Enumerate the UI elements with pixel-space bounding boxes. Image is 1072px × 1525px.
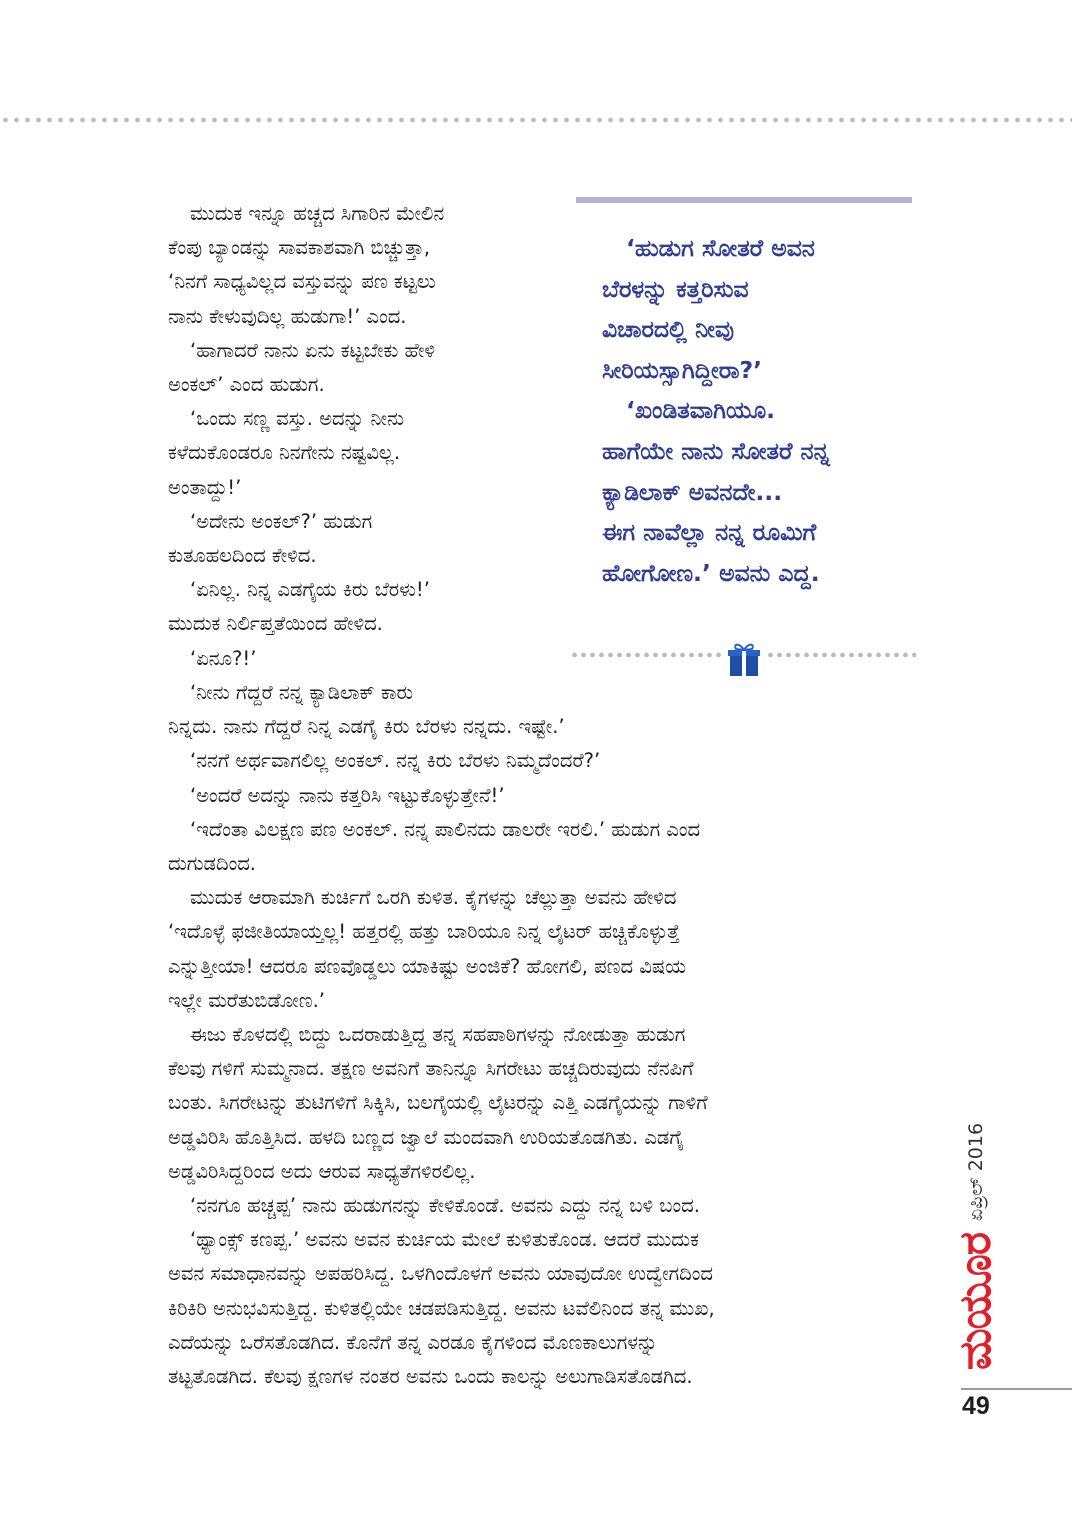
text-line: ಈಜು ಕೊಳದಲ್ಲಿ ಬಿದ್ದು ಒದರಾಡುತ್ತಿದ್ದ ತನ್ನ ಸಹಪಾಠಿಗಳನ್ನು ನೋಡುತ್ತಾ ಹುಡುಗ	[190, 1023, 686, 1047]
text-line: ಮುದುಕ ಇನ್ನೂ ಹಚ್ಚದ ಸಿಗಾರಿನ ಮೇಲಿನ	[190, 202, 445, 225]
pull-quote-line: ‘ಹುಡುಗ ಸೋತರೆ ಅವನ	[626, 234, 815, 262]
text-line: ಎನ್ನುತ್ತೀಯಾ! ಆದರೂ ಪಣವೊಡ್ಡಲು ಯಾಕಿಷ್ಟು ಅಂಜಿಕೆ? ಹೋಗಲಿ, ಪಣದ ವಿಷಯ	[168, 954, 687, 978]
text-line: ಅಡ್ಡವಿರಿಸಿ ಹೊತ್ತಿಸಿದ. ಹಳದಿ ಬಣ್ಣದ ಜ್ವಾಲೆ ಮಂದವಾಗಿ ಉರಿಯತೊಡಗಿತು. ಎಡಗೈ	[168, 1125, 684, 1149]
magazine-brand-text: ಮಯೂರ	[950, 1232, 1002, 1370]
pull-quote-line: ಕ್ಯಾಡಿಲಾಕ್ ಅವನದೇ...	[602, 477, 783, 506]
article-left-column	[168, 197, 568, 676]
text-line: ಮುದುಕ ಆರಾಮಾಗಿ ಕುರ್ಚಿಗೆ ಒರಗಿ ಕುಳಿತ. ಕೈಗಳನ್ನು ಚೆಲ್ಲುತ್ತಾ ಅವನು ಹೇಳಿದ	[190, 886, 677, 910]
top-dotted-divider	[0, 116, 1072, 124]
text-line: ಅಂಕಲ್’ ಎಂದ ಹುಡುಗ.	[168, 373, 325, 397]
pull-quote-line: ಹಾಗೆಯೇ ನಾನು ಸೋತರೆ ನನ್ನ	[602, 436, 830, 465]
text-line: ‘ಅದೇನು ಅಂಕಲ್?’ ಹುಡುಗ	[190, 509, 373, 533]
page-number-rule	[961, 1388, 1072, 1390]
text-line: ಕುತೂಹಲದಿಂದ ಕೇಳಿದ.	[168, 544, 317, 568]
pull-quote-line: ಸೀರಿಯಸ್ಸಾಗಿದ್ದೀರಾ?’	[602, 355, 763, 384]
text-line: ಕಿರಿಕಿರಿ ಅನುಭವಿಸುತ್ತಿದ್ದ. ಕುಳಿತಲ್ಲಿಯೇ ಚಡಪಡಿಸುತ್ತಿದ್ದ. ಅವನು ಟವೆಲಿನಿಂದ ತನ್ನ ಮುಖ,	[168, 1296, 715, 1320]
text-line: ‘ನನಗೂ ಹಚ್ಚಪ್ಪ’ ನಾನು ಹುಡುಗನನ್ನು ಕೇಳಿಕೊಂಡೆ. ಅವನು ಎದ್ದು ನನ್ನ ಬಳಿ ಬಂದ.	[190, 1194, 700, 1218]
text-line: ಎದೆಯನ್ನು ಒರೆಸತೊಡಗಿದ. ಕೊನೆಗೆ ತನ್ನ ಎರಡೂ ಕೈಗಳಿಂದ ಮೊಣಕಾಲುಗಳನ್ನು	[168, 1330, 658, 1354]
text-line: ಕೆಂಪು ಬ್ಯಾಂಡನ್ನು ಸಾವಕಾಶವಾಗಿ ಬಿಚ್ಚುತ್ತಾ,	[168, 236, 431, 260]
gift-icon	[726, 641, 762, 677]
text-line: ಇಲ್ಲೇ ಮರೆತುಬಿಡೋಣ.’	[168, 988, 325, 1012]
text-line: ‘ಇದೊಳ್ಳೆ ಫಜೀತಿಯಾಯ್ತಲ್ಲ! ಹತ್ತರಲ್ಲಿ ಹತ್ತು ಬಾರಿಯೂ ನಿನ್ನ ಲೈಟರ್ ಹಚ್ಚಿಕೊಳ್ಳುತ್ತೆ	[168, 920, 680, 944]
text-line: ಅವನ ಸಮಾಧಾನವನ್ನು ಅಪಹರಿಸಿದ್ದ. ಒಳಗಿಂದೊಳಗೆ ಅವನು ಯಾವುದೋ ಉದ್ವೇಗದಿಂದ	[168, 1262, 713, 1286]
text-line: ‘ಅಂದರೆ ಅದನ್ನು ನಾನು ಕತ್ತರಿಸಿ ಇಟ್ಟುಕೊಳ್ಳುತ್ತೇನೆ!’	[190, 783, 505, 807]
text-line: ‘ನಿನಗೆ ಸಾಧ್ಯವಿಲ್ಲದ ವಸ್ತುವನ್ನು ಪಣ ಕಟ್ಟಲು	[168, 270, 436, 294]
pull-quote-line: ‘ಖಂಡಿತವಾಗಿಯೂ.	[626, 396, 776, 425]
text-line: ಬಂತು. ಸಿಗರೇಟನ್ನು ತುಟಿಗಳಿಗೆ ಸಿಕ್ಕಿಸಿ, ಬಲಗೈಯಲ್ಲಿ ಲೈಟರನ್ನು ಎತ್ತಿ ಎಡಗೈಯನ್ನು ಗಾಳಿಗೆ	[168, 1091, 708, 1115]
page-number: 49	[962, 1392, 990, 1420]
pull-quote-rule	[576, 197, 912, 203]
text-line: ನಾನು ಕೇಳುವುದಿಲ್ಲ ಹುಡುಗಾ!’ ಎಂದ.	[168, 304, 407, 328]
text-line: ದುಗುಡದಿಂದ.	[168, 852, 257, 876]
pull-quote	[602, 228, 922, 593]
issue-date-text: ಏಪ್ರಿಲ್ 2016	[965, 1122, 988, 1222]
text-line: ‘ಹಾಗಾದರೆ ನಾನು ಏನು ಕಟ್ಟಬೇಕು ಹೇಳಿ	[190, 338, 436, 362]
text-line: ‘ಒಂದು ಸಣ್ಣ ವಸ್ತು. ಅದನ್ನು ನೀನು	[190, 407, 405, 431]
text-line: ಅಡ್ಡವಿರಿಸಿದ್ದರಿಂದ ಅದು ಆರುವ ಸಾಧ್ಯತೆಗಳಿರಲಿಲ್ಲ.	[168, 1159, 476, 1183]
text-line: ‘ಏನಿಲ್ಲ. ನಿನ್ನ ಎಡಗೈಯ ಕಿರು ಬೆರಳು!’	[190, 578, 430, 602]
pull-quote-line: ಹೋಗೋಣ.’ ಅವನು ಎದ್ದ.	[602, 558, 820, 587]
article-full-width	[168, 676, 888, 1394]
text-line: ‘ಥ್ಯಾಂಕ್ಸ್ ಕಣಪ್ಪ.’ ಅವನು ಅವನ ಕುರ್ಚಿಯ ಮೇಲೆ ಕುಳಿತುಕೊಂಡ. ಆದರೆ ಮುದುಕ	[190, 1228, 699, 1252]
text-line: ಮುದುಕ ನಿರ್ಲಿಪ್ತತೆಯಿಂದ ಹೇಳಿದ.	[168, 612, 383, 636]
text-line: ಅಂತಾದ್ದು!’	[168, 475, 242, 499]
pull-quote-line: ಬೆರಳನ್ನು ಕತ್ತರಿಸುವ	[602, 274, 749, 303]
magazine-brand	[940, 1228, 1012, 1374]
text-line: ‘ನೀನು ಗೆದ್ದರೆ ನನ್ನ ಕ್ಯಾಡಿಲಾಕ್ ಕಾರು	[190, 681, 414, 704]
pull-quote-line: ವಿಚಾರದಲ್ಲಿ ನೀವು	[602, 315, 735, 344]
pull-quote-line: ಈಗ ನಾವೆಲ್ಲಾ ನನ್ನ ರೂಮಿಗೆ	[602, 518, 817, 547]
text-line: ಕಳೆದುಕೊಂಡರೂ ನಿನಗೇನು ನಷ್ಟವಿಲ್ಲ.	[168, 441, 401, 465]
text-line: ‘ನನಗೆ ಅರ್ಥವಾಗಲಿಲ್ಲ ಅಂಕಲ್. ನನ್ನ ಕಿರು ಬೆರಳು ನಿಮ್ಮದೆಂದರೆ?’	[190, 749, 601, 773]
text-line: ನಿನ್ನದು. ನಾನು ಗೆದ್ದರೆ ನಿನ್ನ ಎಡಗೈ ಕಿರು ಬೆರಳು ನನ್ನದು. ಇಷ್ಟೇ.’	[168, 715, 565, 739]
issue-date	[952, 1122, 1000, 1222]
text-line: ತಟ್ಟತೊಡಗಿದ. ಕೆಲವು ಕ್ಷಣಗಳ ನಂತರ ಅವನು ಒಂದು ಕಾಲನ್ನು ಅಲುಗಾಡಿಸತೊಡಗಿದ.	[168, 1365, 693, 1389]
text-line: ‘ಏನೂ?!’	[190, 646, 257, 670]
separator-dots-right	[766, 651, 916, 659]
text-line: ‘ಇದೆಂತಾ ವಿಲಕ್ಷಣ ಪಣ ಅಂಕಲ್. ನನ್ನ ಪಾಲಿನದು ಡಾಲರೇ ಇರಲಿ.’ ಹುಡುಗ ಎಂದ	[190, 817, 701, 841]
separator-dots-left	[570, 651, 724, 659]
text-line: ಕೆಲವು ಗಳಿಗೆ ಸುಮ್ಮನಾದ. ತಕ್ಷಣ ಅವನಿಗೆ ತಾನಿನ್ನೂ ಸಿಗರೇಟು ಹಚ್ಚದಿರುವುದು ನೆನಪಿಗೆ	[168, 1057, 694, 1081]
